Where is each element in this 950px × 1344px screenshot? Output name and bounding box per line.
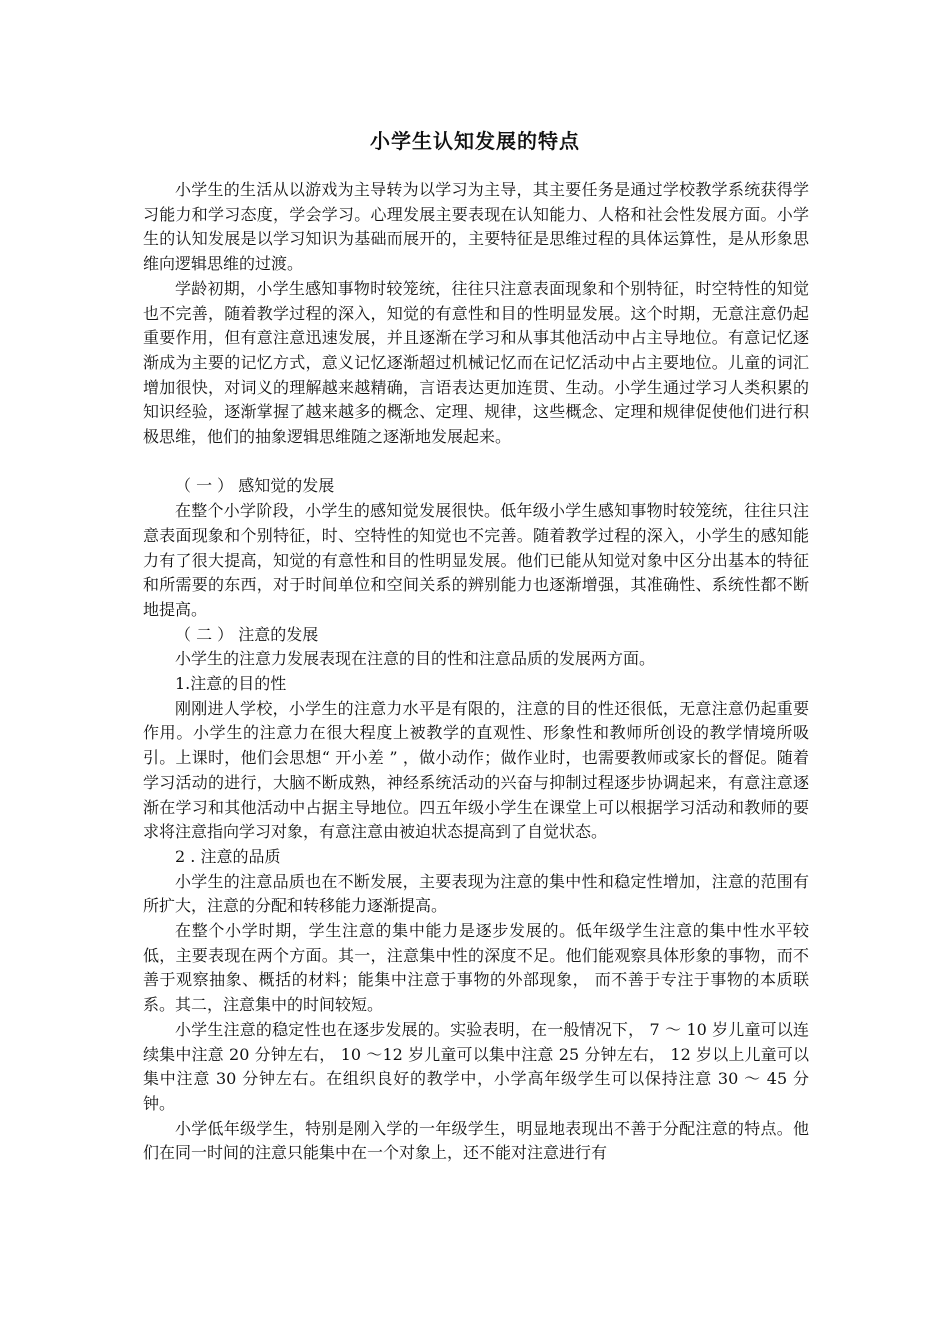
paragraph-concentration: 在整个小学时期，学生注意的集中能力是逐步发展的。低年级学生注意的集中性水平较低，主要表现在两个方面。其一，注意集中性的深度不足。他们能观察具体形象的事物，而不善于观察抽象、概括的材料；能集中注意于事物的外部现象， 而不善于专注于事物的本质联系。其二，注意集中的时间较短。: [143, 921, 809, 1015]
paragraph-attention-intro: 小学生的注意力发展表现在注意的目的性和注意品质的发展两方面。: [175, 649, 656, 669]
paragraph-stability: 小学生注意的稳定性也在逐步发展的。实验表明，在一般情况下， 7 ～ 10 岁儿童可以连续集中注意 20 分钟左右， 10 ～12 岁儿童可以集中注意 25 分钟左右， 12 岁以上儿童可以集中注意 30 分钟左右。在组织良好的教学中，小学高年级学生可以保持注意 30 ～ 45 分钟。: [143, 1019, 809, 1113]
document-title: 小学生认知发展的特点: [370, 129, 580, 153]
subheading-attention-quality: 2 . 注意的品质: [175, 846, 281, 866]
paragraph-attention-purpose: 刚刚进人学校，小学生的注意力水平是有限的，注意的目的性还很低，无意注意仍起重要作用。小学生的注意力在很大程度上被教学的直观性、形象性和教师所创设的教学情境所吸引。上课时，他们会思想“ 开小差 ” ，做小动作；做作业时，也需要教师或家长的督促。随着学习活动的进行，大脑不断成熟，神经系统活动的兴奋与抑制过程逐步协调起来，有意注意逐渐在学习和其他活动中占据主导地位。四五年级小学生在课堂上可以根据学习活动和教师的要求将注意指向学习对象，有意注意由被迫状态提高到了自觉状态。: [143, 698, 809, 842]
section-heading-perception: （ 一 ） 感知觉的发展: [175, 476, 335, 496]
paragraph-attention-quality: 小学生的注意品质也在不断发展，主要表现为注意的集中性和稳定性增加，注意的范围有所扩大，注意的分配和转移能力逐渐提高。: [143, 871, 809, 916]
paragraph-distribution: 小学低年级学生，特别是刚入学的一年级学生，明显地表现出不善于分配注意的特点。他们在同一时间的注意只能集中在一个对象上，还不能对注意进行有: [143, 1118, 809, 1163]
document-body: [143, 178, 809, 1166]
paragraph-early-school-age: 学龄初期，小学生感知事物时较笼统，往往只注意表面现象和个别特征，时空特性的知觉也不完善，随着教学过程的深入，知觉的有意性和目的性明显发展。这个时期，无意注意仍起重要作用，但有意注意迅速发展，并且逐渐在学习和从事其他活动中占主导地位。有意记忆逐渐成为主要的记忆方式，意义记忆逐渐超过机械记忆而在记忆活动中占主要地位。儿童的词汇增加很快，对词义的理解越来越精确，言语表达更加连贯、生动。小学生通过学习人类积累的知识经验，逐渐掌握了越来越多的概念、定理、规律，这些概念、定理和规律促使他们进行积极思维，他们的抽象逻辑思维随之逐渐地发展起来。: [143, 278, 809, 447]
paragraph-intro: 小学生的生活从以游戏为主导转为以学习为主导，其主要任务是通过学校教学系统获得学习能力和学习态度，学会学习。心理发展主要表现在认知能力、人格和社会性发展方面。小学生的认知发展是以学习知识为基础而展开的，主要特征是思维过程的具体运算性，是从形象思维向逻辑思维的过渡。: [143, 180, 809, 274]
paragraph-perception: 在整个小学阶段，小学生的感知觉发展很快。低年级小学生感知事物时较笼统，往往只注意表面现象和个别特征，时、空特性的知觉也不完善。随着教学过程的深入，小学生的感知能力有了很大提高，知觉的有意性和目的性明显发展。他们已能从知觉对象中区分出基本的特征和所需要的东西，对于时间单位和空间关系的辨别能力也逐渐增强，其准确性、系统性都不断地提高。: [143, 501, 809, 619]
subheading-attention-purpose: 1.注意的目的性: [175, 674, 287, 694]
section-heading-attention: （ 二 ） 注意的发展: [175, 624, 319, 644]
blank-line: [143, 450, 809, 475]
